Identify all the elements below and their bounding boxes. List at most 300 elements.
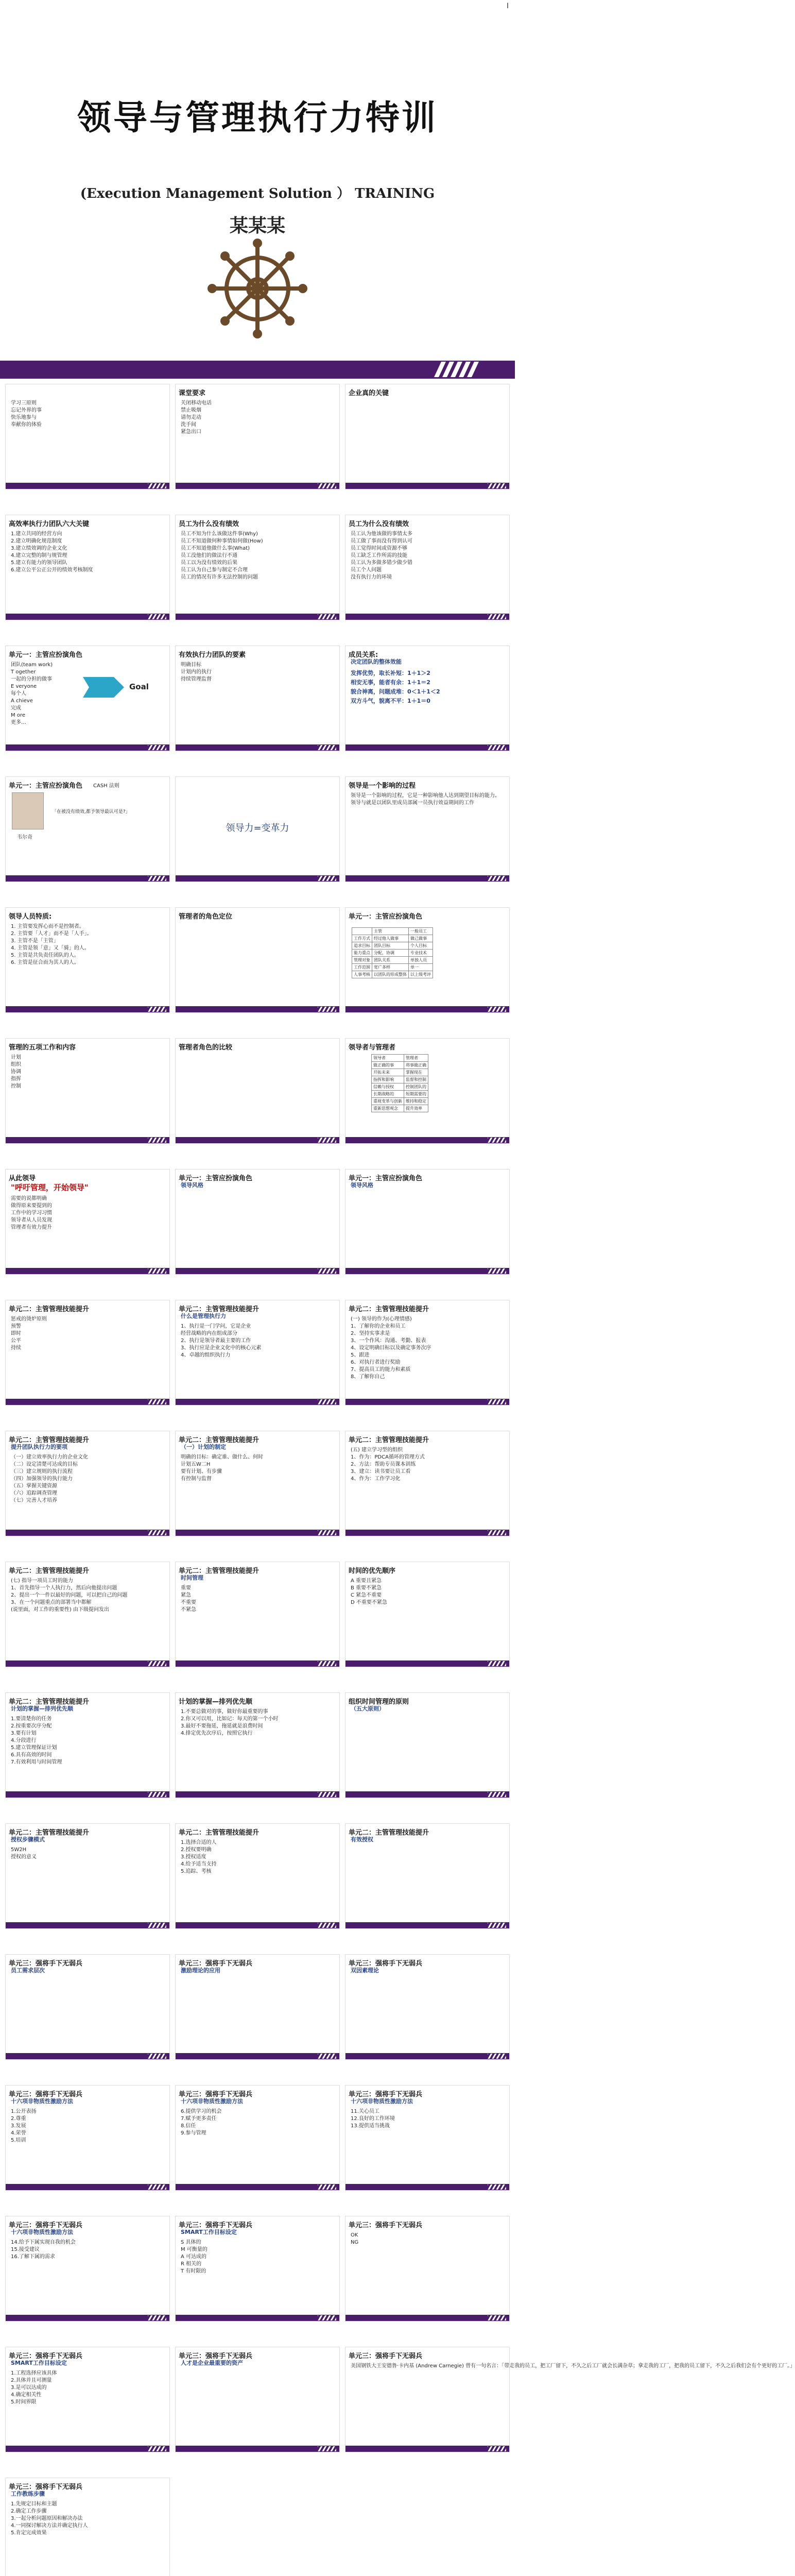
slide-line: 领导是一个影响的过程，它是一种影响他人达到期望目标的能力。 [351,793,500,799]
slide-header: 领导人员特质: [9,913,52,921]
page-subtitle: (Execution Management Solution ） TRAINING [80,186,435,201]
slide-line: 5W2H [11,1847,27,1853]
slide-footer-band [6,1530,169,1536]
slide-header: 单元三：强将手下无弱兵 [349,1960,423,1968]
slide-line: 3.授权适度 [181,1854,206,1860]
slide-46 [5,2347,170,2452]
slide-line: 7、提高员工的能力和素质 [351,1367,411,1372]
slide-line: 4.建立完整的制与规管理 [11,553,67,558]
slide-header: 单元一：主管应扮演角色 [179,1175,253,1182]
slide-line: 5.肯定完成效果 [11,2530,47,2536]
slide-line: （三）建立规则的执行流程 [11,1469,73,1475]
slide-line: 紧急 [181,1592,191,1598]
slide-header: 单元三：强将手下无弱兵 [9,1960,83,1968]
slide-line: 2. 主管要「人才」而不是「人手」。 [11,931,92,937]
slide-header: 单元三：强将手下无弱兵 [349,2222,423,2229]
table-row [372,1098,428,1105]
slide-lines [351,1316,504,1381]
slide-footer-band [6,2184,169,2190]
slide-footer-band [176,1530,339,1536]
slide-line: 5.建立有能力的领导团队 [11,560,67,566]
slide-header: 单元三：强将手下无弱兵 [9,2483,83,2491]
slide-footer-band [6,1660,169,1667]
slide-footer-band [345,483,509,489]
table-cell: 掌握现在 [404,1069,428,1076]
slide-header: 领导者与管理者 [349,1044,396,1052]
slide-line: 5.培训 [11,2138,26,2143]
slide-line: 明确目标 [181,662,201,668]
slide-11 [175,776,340,882]
slide-line: 2、提出一个一件以最好的问题，可以把自己的问题 [11,1592,128,1598]
slide-footer-band [6,1137,169,1143]
comparison-table [371,1054,428,1112]
slide-line: 6.建立公平公正公开的绩效考核制度 [11,567,93,573]
slide-lines [11,2370,164,2406]
slide-footer-band [345,2446,509,2452]
slide-line: （二）设定清楚可达成的目标 [11,1462,78,1467]
slide-subheader: 时间管理 [181,1574,203,1581]
slide-line: 双方斗气，貌离不平：1＋1＝0 [351,698,430,704]
slide-footer-band [6,744,169,751]
slide-line: 需要的说都明确 [11,1196,47,1201]
table-cell: 以团队的形成整体 [372,971,409,978]
slide-line: E veryone [11,684,37,689]
table-cell: 管理者 [404,1055,428,1062]
slide-line: 6. 主管是征合而为其人的人。 [11,960,79,965]
slide-line: 4.荣誉 [11,2130,26,2136]
slide-subheader: 领导风格 [181,1182,203,1189]
slide-1 [5,384,170,489]
slide-20 [175,1169,340,1275]
slide-subheader: 提升团队执行力的要项 [11,1444,67,1450]
table-cell: 工作方式 [352,935,372,942]
cover-slide [0,0,515,379]
slide-line: 3、建立：读书要让员工看 [351,1469,411,1475]
slide-subheader: 工作教练步骤 [11,2490,45,2497]
slide-lines [181,1323,334,1359]
slide-line: 完成 [11,705,21,711]
slide-footer-band [345,1660,509,1667]
slide-line: 1、首先指导一个人执行力，然后向他提出问题 [11,1585,117,1591]
table-cell: 工作范围 [352,964,372,971]
slide-line: 2.建立明确化规范制度 [11,538,62,544]
slide-line: 3.最好不要拖延，拖延就是浪费时间 [181,1723,263,1729]
slide-footer-band [6,1268,169,1274]
slide-line: 3.是可以达成的 [11,2385,47,2391]
slide-line: 持续 [11,1345,21,1351]
slide-line: 做得原来要提到的 [11,1203,52,1209]
slide-lines [351,792,504,807]
slide-center-text: 领导力=变革力 [226,823,289,834]
slide-line: A 可达成的 [181,2254,207,2260]
slide-34 [5,1823,170,1929]
slide-header: 单元一：主管应扮演角色 [9,782,83,790]
slide-footer-band [6,614,169,620]
table-cell: 单一 [409,964,433,971]
slide-lines [351,2108,504,2130]
slide-lines [11,1716,164,1766]
slide-lines [351,2232,504,2246]
slide-line: 惩戒的烫炉原则 [11,1316,47,1322]
slide-44 [175,2216,340,2321]
slide-footer-band [176,744,339,751]
slide-header: 企业真的关键 [349,389,389,397]
slide-line: （七）完善人才培养 [11,1498,57,1503]
slide-31 [5,1692,170,1798]
slide-line: 5、跟进 [351,1352,370,1358]
slide-footer-band [176,483,339,489]
slide-3 [345,384,510,489]
slide-line: 4.分段进行 [11,1738,37,1743]
table-header: 主管 [372,928,409,935]
slide-15 [345,907,510,1013]
table-cell: 团队关系 [372,957,409,964]
slide-header: 单元二：主管管理技能提升 [9,1698,90,1706]
table-cell: 做己做事 [409,935,433,942]
slide-line: 2.尊重 [11,2116,26,2122]
slide-line: B 重要不紧急 [351,1585,382,1591]
slide-line: 员工认为他该做的事情太多 [351,531,412,537]
slide-line: OK [351,2232,358,2238]
slide-26 [175,1431,340,1536]
portrait-name: 韦尔奇 [17,835,32,840]
goal-label: Goal [129,682,149,691]
slide-caption: CASH 法则 [93,783,119,789]
slide-footer-band [6,1922,169,1928]
slide-subheader: 十六项非物质性激励方法 [11,2098,73,2105]
slide-footer-band [345,1399,509,1405]
slide-footer-band [6,1791,169,1798]
slide-lines [181,1454,334,1483]
slide-line: 员工的情况有许多无法控制的问题 [181,574,258,580]
slide-lines [11,1454,164,1504]
slide-lines [11,662,164,726]
slide-lines [351,1447,504,1483]
slide-42 [345,2085,510,2191]
slide-line: T 有时限的 [181,2268,206,2274]
slide-27 [345,1431,510,1536]
slide-footer-band [6,2053,169,2059]
table-cell: 指挥和影响 [372,1076,404,1083]
slide-lines [181,1839,334,1875]
slide-28 [5,1562,170,1667]
slide-line: 明确的目标：确定谁、做什么、何时 [181,1454,263,1460]
slide-line: 员工认为自己参与制定不合理 [181,567,248,573]
slide-line: 1.先规定目标和主题 [11,2501,57,2507]
slide-line: 组织 [11,1062,21,1067]
table-cell: 提升效率 [404,1105,428,1112]
slide-line: T ogether [11,669,36,675]
slide-line: 一起的分担的做事 [11,676,52,682]
slide-footer-band [176,2446,339,2452]
slide-line: 15.接受建议 [11,2247,40,2252]
slide-49 [5,2478,170,2576]
table-row [352,964,433,971]
slide-lines [11,1054,164,1090]
slide-41 [175,2085,340,2191]
slide-footer-band [345,875,509,882]
slide-12 [345,776,510,882]
slide-footer-band [345,1006,509,1012]
slide-line: 员工以为没有绩效的后果 [181,560,237,566]
slide-line: 3.要有计划 [11,1731,37,1736]
slide-line: 请勿走动 [181,415,201,420]
slide-line: 1、作为：PDCA循环的管理方式 [351,1454,425,1460]
slide-line: 协调 [11,1069,21,1075]
slide-line: 持续管理监督 [181,676,212,682]
slide-line: 禁止吸烟 [181,408,201,413]
slide-line: 1.工程选择应该具体 [11,2370,57,2376]
slide-subheader: 有效授权 [351,1836,373,1843]
table-cell: 控制团队的 [404,1083,428,1091]
slide-line: D 不重要不紧急 [351,1600,387,1605]
slide-45 [345,2216,510,2321]
slide-line: 12.良好的工作环境 [351,2116,395,2122]
slide-line: 16.了解下属的需求 [11,2254,55,2260]
slide-lines [181,400,334,436]
slide-29 [175,1562,340,1667]
slide-lines [11,1195,164,1231]
slide-37 [5,1954,170,2060]
slide-footer-band [176,1660,339,1667]
slide-footer-band [176,2053,339,2059]
table-row [352,950,433,957]
slide-line: 授权的意义 [11,1854,37,1860]
slide-footer-band [6,875,169,882]
slide-footer-band [176,614,339,620]
slide-line: 员工认为多做多错少做少错 [351,560,412,566]
slide-lines [11,1316,164,1352]
table-cell: 个人目标 [409,942,433,950]
slide-footer-band [345,1791,509,1798]
slide-16 [5,1038,170,1144]
slide-line: 7.赋予更多责任 [181,2116,217,2122]
table-row [372,1091,428,1098]
slide-line: 4、设定明确目标以及确定事务次序 [351,1345,431,1351]
slide-line: 1.选择合适的人 [181,1840,217,1845]
table-header: 一般员工 [409,928,433,935]
slide-13 [5,907,170,1013]
slide-line: 美国钢铁大王安德鲁·卡内基 (Andrew Carnegie) 曾有一句名言：「带走我的员工，把工厂留下，不久之后工厂就会长满杂草；拿走我的工厂，把我的员工留下，不久之后我们会有个更好的工厂。」 [351,2363,795,2369]
slide-22 [5,1300,170,1405]
slide-lines [351,1578,504,1606]
slide-subheader: SMART工作目标设定 [181,2229,237,2235]
slide-line: 2.具体并且可测量 [11,2378,52,2383]
slide-8 [175,646,340,751]
slide-line: 即时 [11,1331,21,1336]
slide-line: 学习三原则 [11,400,37,406]
slide-footer-band [345,1268,509,1274]
slide-line: 1.不要总做对的事，做好你最重要的事 [181,1709,268,1715]
slide-36 [345,1823,510,1929]
slide-header: 单元二：主管管理技能提升 [9,1436,90,1444]
table-row [352,942,433,950]
slide-header: 单元三：强将手下无弱兵 [179,2222,253,2229]
slide-33 [345,1692,510,1798]
slide-line: (七) 指导一项员工时的能力 [11,1578,73,1584]
slide-line: 员工不知道做何种事情如何做(How) [181,538,263,544]
slide-30 [345,1562,510,1667]
slide-footer-band [345,2053,509,2059]
slide-line: 团队(team work) [11,662,53,668]
table-cell: 宽广多样 [372,964,409,971]
slide-line: 计划五W二H [181,1462,211,1467]
presenter-name: 某某某 [229,215,285,236]
slide-subheader: 领导风格 [351,1182,373,1189]
table-cell: 长期战略的 [372,1091,404,1098]
slide-line: 关闭移动电话 [181,400,212,406]
slide-line: 3.建立绩效调的企业文化 [11,546,67,551]
slide-line: 员工觉得时间或资源不够 [351,546,407,551]
slide-header: 单元二：主管管理技能提升 [9,1306,90,1313]
table-cell: 监督和控制 [404,1076,428,1083]
slide-header: 单元二：主管管理技能提升 [179,1306,260,1313]
slide-footer-band [345,2315,509,2321]
slide-header: 员工为什么没有绩效 [179,520,239,528]
slide-10 [5,776,170,882]
slide-line: 1.要清楚你的任务 [11,1716,52,1722]
slide-line: 4.给予适当支持 [181,1861,217,1867]
table-cell: 人事考核 [352,971,372,978]
slide-header: 单元二：主管管理技能提升 [349,1436,429,1444]
slide-footer-band [176,1922,339,1928]
slide-line: 重要 [181,1585,191,1591]
slide-line: 2.确定工作步骤 [11,2509,47,2514]
slide-header: 单元三：强将手下无弱兵 [9,2091,83,2098]
slide-line: 公平 [11,1338,21,1344]
slide-line: M 可衡量的 [181,2247,208,2252]
slide-line: 员工做了事而没有得到认可 [351,538,412,544]
slide-subheader: 决定团队的整体效能 [351,658,402,665]
slide-lines [351,669,504,706]
slide-line: 1.建立共同的经营方向 [11,531,62,537]
slide-line: 不紧急 [181,1607,196,1613]
slide-line: 计划内的执行 [181,669,212,675]
slide-lines [11,2108,164,2144]
slide-line: 11.关心员工 [351,2109,379,2114]
slide-lines [351,2363,795,2370]
slide-line: 13.提供适当挑战 [351,2123,390,2129]
slide-lines [181,662,334,683]
slide-line: 2、方法：帮助专员课本训练 [351,1462,416,1467]
slide-line: 4.确定相关性 [11,2392,42,2398]
slide-line: （五）掌握关键资源 [11,1483,57,1489]
slide-footer-band [6,2446,169,2452]
slide-footer-band [6,2315,169,2321]
table-row [352,971,433,978]
slide-line: 奉献你的体验 [11,422,42,428]
slide-line: 紧急出口 [181,429,201,435]
slide-line: 领导与就是以团队里成员部属一员执行效益期间的工作 [351,800,474,806]
slide-line: 1. 主管要发挥心而不是控制者。 [11,924,84,929]
table-row [372,1055,428,1062]
slide-footer-band [176,2184,339,2190]
slide-subheader: 十六项非物质性激励方法 [181,2098,243,2105]
table-cell: 分配，协调 [372,950,409,957]
slide-line: 3、在一个问题重点的部署当中都解 [11,1600,92,1605]
slide-35 [175,1823,340,1929]
slide-line: 14.给予下属实现自我的机会 [11,2240,76,2245]
slide-line: 指挥 [11,1076,21,1082]
slide-line: 8.信任 [181,2123,196,2129]
slide-line: 控制 [11,1083,21,1089]
slide-header: 单元二：主管管理技能提升 [179,1436,260,1444]
slide-lines [181,2239,334,2275]
table-row [372,1083,428,1091]
page-title: 领导与管理执行力特训 [77,98,438,138]
slide-header: 单元三：强将手下无弱兵 [349,2352,423,2360]
slide-43 [5,2216,170,2321]
slide-header: 单元一：主管应扮演角色 [349,913,423,921]
slide-line: 管理者有效力提升 [11,1225,52,1230]
slide-line: (一) 领导的作为(心理情感) [351,1316,412,1322]
slide-subheader: 人才是企业最重要的资产 [181,2360,243,2366]
slide-line: 员工缺乏工作所需的技能 [351,553,407,558]
slide-line: 经营战略的内在组成部分 [181,1331,237,1336]
table-cell: 单独人员 [409,957,433,964]
slide-footer-band [345,1137,509,1143]
slide-25 [5,1431,170,1536]
slide-line: 5.时间界限 [11,2399,37,2405]
slide-line: 4.一同探讨解决方法并确定执行人 [11,2523,88,2529]
slide-line: （六）追踪调查管理 [11,1490,57,1496]
slide-header: 课堂要求 [179,389,206,397]
slide-lines [11,400,164,429]
slide-footer-band [345,1922,509,1928]
table-row [372,1105,428,1112]
slide-line: 1、执行是一门学问，它是企业 [181,1324,251,1329]
slide-subheader: （一）计划的制定 [181,1444,226,1450]
slide-23 [175,1300,340,1405]
slide-lines [11,1578,164,1614]
slide-line: 快乐地参与 [11,415,37,420]
slide-21 [345,1169,510,1275]
slide-line: 相安无事，能者有余：1＋1＝2 [351,679,430,686]
slide-header: 单元三：强将手下无弱兵 [349,2091,423,2098]
slide-39 [345,1954,510,2060]
slide-line: 1.公开表扬 [11,2109,37,2114]
slide-line: A 重要且紧急 [351,1578,382,1584]
page-mark: I [506,2,509,10]
slide-line: 预警 [11,1324,21,1329]
slide-header: 管理的五项工作和内容 [9,1044,76,1052]
slide-line: 没有执行力的环境 [351,574,392,580]
slide-footer-band [345,744,509,751]
table-cell: 做正确的事 [372,1062,404,1069]
table-cell: 管理对象 [352,957,372,964]
slide-line: 2.按重要次序分配 [11,1723,52,1729]
table-cell: 以上级考评 [409,971,433,978]
slide-header: 单元三：强将手下无弱兵 [179,2352,253,2360]
slide-7 [5,646,170,751]
slide-line: NG [351,2240,359,2245]
slide-line: 员工个人问题 [351,567,382,573]
slide-footer-band [6,483,169,489]
slide-4 [5,515,170,620]
table-cell: 将事做正确 [404,1062,428,1069]
table-cell: 团队目标 [372,942,409,950]
slide-lines [11,531,164,574]
slide-18 [345,1038,510,1144]
slide-line: S 具体的 [181,2240,201,2245]
slide-line: 1、了解你的企业和员工 [351,1324,406,1329]
slide-line: 领导者从人员发现 [11,1217,52,1223]
table-cell: 信赖与授权 [372,1083,404,1091]
slide-line: 3.发展 [11,2123,26,2129]
slide-footer-band [176,1268,339,1274]
slide-subheader: 员工需求层次 [11,1967,45,1974]
slide-header: 成员关系: [349,651,378,659]
